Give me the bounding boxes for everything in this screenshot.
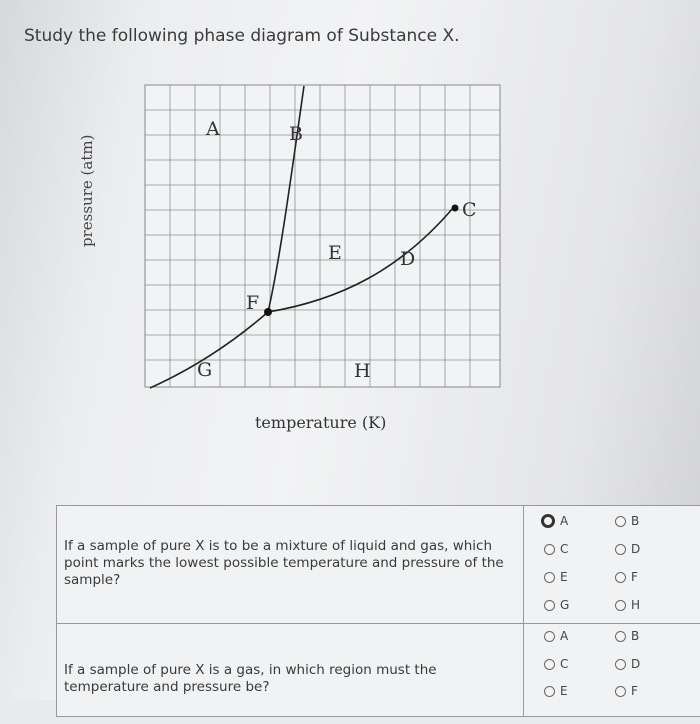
label-b: B	[289, 123, 303, 145]
option-label: C	[560, 657, 569, 671]
option-label: C	[560, 542, 569, 556]
q1-option-a[interactable]	[541, 514, 568, 528]
label-e: E	[328, 242, 342, 264]
q1-option-f[interactable]	[615, 570, 638, 584]
q2-option-e[interactable]	[544, 684, 568, 698]
label-a: A	[206, 118, 220, 140]
y-axis-label: pressure (atm)	[78, 134, 96, 247]
option-label: H	[631, 598, 641, 612]
label-h: H	[354, 360, 371, 382]
option-label: A	[560, 514, 569, 528]
radio-button[interactable]	[544, 631, 555, 642]
q2-option-a[interactable]	[544, 629, 568, 643]
q1-option-e[interactable]	[544, 570, 568, 584]
q1-option-g[interactable]	[544, 598, 569, 612]
radio-button[interactable]	[544, 600, 555, 611]
radio-button[interactable]	[615, 686, 626, 697]
radio-button[interactable]	[615, 631, 626, 642]
radio-button[interactable]	[615, 516, 626, 527]
question-table	[56, 505, 700, 717]
option-label: G	[560, 598, 570, 612]
question-row-1	[57, 506, 700, 624]
label-c: C	[462, 199, 477, 221]
q1-option-d[interactable]	[615, 542, 640, 556]
q2-option-b[interactable]	[615, 629, 639, 643]
prompt-text: Study the following phase diagram of Substance X.	[24, 26, 460, 46]
q1-option-c[interactable]	[544, 542, 568, 556]
radio-button-selected[interactable]	[541, 514, 555, 528]
option-label: B	[631, 629, 640, 643]
option-label: E	[560, 684, 568, 698]
q1-option-b[interactable]	[615, 514, 639, 528]
q2-option-c[interactable]	[544, 657, 568, 671]
question-1-text: If a sample of pure X is to be a mixture of liquid and gas, which point marks the lowest possible temperature and pressure of the sample?	[64, 538, 504, 588]
plot-area	[145, 85, 500, 387]
question-2-text: If a sample of pure X is a gas, in which region must the temperature and pressure be?	[64, 662, 437, 695]
label-g: G	[197, 359, 213, 381]
radio-button[interactable]	[615, 572, 626, 583]
q2-option-f[interactable]	[615, 684, 638, 698]
x-axis-label: temperature (K)	[255, 413, 387, 432]
radio-button[interactable]	[544, 659, 555, 670]
radio-button[interactable]	[615, 659, 626, 670]
radio-button[interactable]	[544, 544, 555, 555]
option-label: B	[631, 514, 640, 528]
radio-button[interactable]	[615, 544, 626, 555]
option-label: E	[560, 570, 568, 584]
radio-button[interactable]	[544, 572, 555, 583]
triple-point-marker	[264, 308, 272, 316]
option-label: D	[631, 657, 641, 671]
q2-option-d[interactable]	[615, 657, 640, 671]
radio-button[interactable]	[615, 600, 626, 611]
critical-point-marker	[452, 205, 459, 212]
label-f: F	[246, 292, 260, 314]
question-row-2	[57, 624, 700, 724]
label-d: D	[400, 248, 416, 270]
option-label: F	[631, 684, 638, 698]
radio-button[interactable]	[544, 686, 555, 697]
option-label: F	[631, 570, 638, 584]
q1-option-h[interactable]	[615, 598, 640, 612]
option-label: A	[560, 629, 569, 643]
option-label: D	[631, 542, 641, 556]
